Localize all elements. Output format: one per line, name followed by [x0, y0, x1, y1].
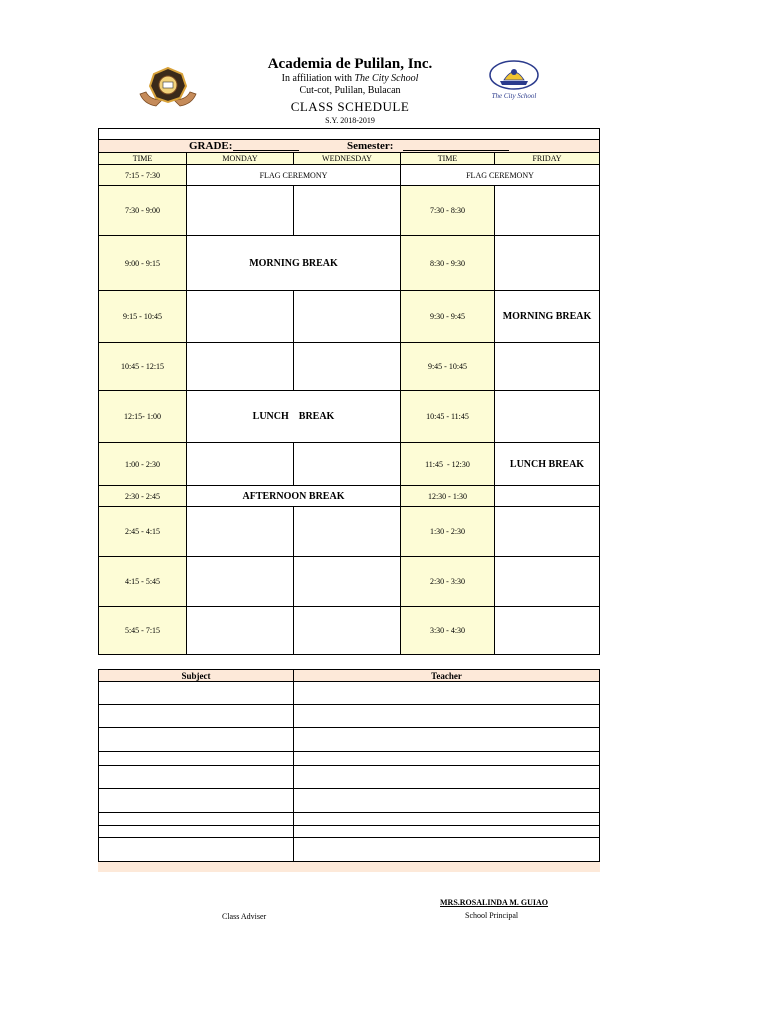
right-time-cell: 8:30 - 9:30 [401, 236, 495, 291]
monday-slot[interactable] [187, 186, 294, 236]
friday-slot[interactable] [495, 557, 599, 607]
left-time-cell: 7:30 - 9:00 [99, 186, 187, 236]
subject-cell[interactable] [99, 838, 294, 861]
wednesday-slot[interactable] [294, 507, 401, 557]
teacher-cell[interactable] [294, 789, 599, 813]
subject-cell[interactable] [99, 728, 294, 752]
left-time-cell: 7:15 - 7:30 [99, 165, 187, 186]
right-time-cell: 1:30 - 2:30 [401, 507, 495, 557]
semester-label: Semester: [347, 140, 394, 152]
subject-cell[interactable] [99, 813, 294, 826]
friday-slot[interactable] [495, 391, 599, 443]
right-time-cell: 7:30 - 8:30 [401, 186, 495, 236]
school-year: S.Y. 2018-2019 [325, 116, 375, 125]
academia-logo [136, 64, 200, 112]
wednesday-slot[interactable] [294, 557, 401, 607]
affiliation-prefix: In affiliation with [281, 73, 355, 84]
teacher-cell[interactable] [294, 705, 599, 728]
teacher-cell[interactable] [294, 766, 599, 789]
principal-label: School Principal [465, 911, 519, 920]
grade-label: GRADE: [189, 140, 233, 152]
fri-morning-break: MORNING BREAK [495, 291, 599, 343]
teacher-cell[interactable] [294, 813, 599, 826]
teacher-header: Teacher [294, 670, 599, 682]
school-name: Academia de Pulilan, Inc. [267, 56, 433, 72]
grade-semester-row [99, 139, 599, 153]
left-time-cell: 10:45 - 12:15 [99, 343, 187, 391]
wednesday-slot[interactable] [294, 607, 401, 654]
left-time-cell: 9:00 - 9:15 [99, 236, 187, 291]
principal-name: MRS.ROSALINDA M. GUIAO [440, 898, 549, 907]
right-time-cell: 12:30 - 1:30 [401, 486, 495, 507]
friday-slot[interactable] [495, 607, 599, 654]
left-time-cell: 1:00 - 2:30 [99, 443, 187, 486]
wednesday-slot[interactable] [294, 343, 401, 391]
fri-lunch-break: LUNCH BREAK [495, 443, 599, 486]
left-time-cell: 2:30 - 2:45 [99, 486, 187, 507]
subject-table-footer-band [98, 862, 600, 872]
right-time-cell: 2:30 - 3:30 [401, 557, 495, 607]
subject-header: Subject [99, 670, 294, 682]
col-header-time-right: TIME [401, 153, 495, 165]
teacher-cell[interactable] [294, 728, 599, 752]
wednesday-slot[interactable] [294, 186, 401, 236]
mw-lunch-break: LUNCH BREAK [187, 391, 401, 443]
monday-slot[interactable] [187, 443, 294, 486]
schedule-table [98, 128, 600, 655]
right-time-cell: 9:45 - 10:45 [401, 343, 495, 391]
wednesday-slot[interactable] [294, 443, 401, 486]
left-time-cell: 9:15 - 10:45 [99, 291, 187, 343]
friday-slot[interactable] [495, 236, 599, 291]
subject-teacher-table [98, 669, 600, 862]
mw-morning-break: MORNING BREAK [187, 236, 401, 291]
subject-cell[interactable] [99, 705, 294, 728]
right-time-cell: 10:45 - 11:45 [401, 391, 495, 443]
affiliation-school: The City School [354, 73, 419, 84]
col-header-monday: MONDAY [187, 153, 294, 165]
right-time-cell: 3:30 - 4:30 [401, 607, 495, 654]
left-time-cell: 12:15- 1:00 [99, 391, 187, 443]
left-time-cell: 5:45 - 7:15 [99, 607, 187, 654]
right-time-cell: 11:45 - 12:30 [401, 443, 495, 486]
left-time-cell: 4:15 - 5:45 [99, 557, 187, 607]
class-adviser-label: Class Adviser [222, 912, 267, 921]
fri-flag-ceremony: FLAG CEREMONY [401, 165, 599, 186]
left-time-cell: 2:45 - 4:15 [99, 507, 187, 557]
mw-flag-ceremony: FLAG CEREMONY [187, 165, 401, 186]
subject-cell[interactable] [99, 682, 294, 705]
col-header-time: TIME [99, 153, 187, 165]
monday-slot[interactable] [187, 557, 294, 607]
semester-blank[interactable] [403, 140, 509, 151]
subject-cell[interactable] [99, 766, 294, 789]
monday-slot[interactable] [187, 343, 294, 391]
teacher-cell[interactable] [294, 752, 599, 766]
affiliation-line [200, 73, 500, 84]
friday-slot[interactable] [495, 507, 599, 557]
friday-slot[interactable] [495, 186, 599, 236]
monday-slot[interactable] [187, 607, 294, 654]
mw-afternoon-break: AFTERNOON BREAK [187, 486, 401, 507]
right-time-cell: 9:30 - 9:45 [401, 291, 495, 343]
monday-slot[interactable] [187, 291, 294, 343]
friday-slot[interactable] [495, 343, 599, 391]
document-title: CLASS SCHEDULE [290, 99, 410, 114]
subject-cell[interactable] [99, 789, 294, 813]
subject-cell[interactable] [99, 826, 294, 838]
teacher-cell[interactable] [294, 682, 599, 705]
col-header-friday: FRIDAY [495, 153, 599, 165]
col-header-wednesday: WEDNESDAY [294, 153, 401, 165]
friday-slot[interactable] [495, 486, 599, 507]
teacher-cell[interactable] [294, 826, 599, 838]
subject-cell[interactable] [99, 752, 294, 766]
wednesday-slot[interactable] [294, 291, 401, 343]
teacher-cell[interactable] [294, 838, 599, 861]
city-school-logo-caption: The City School [491, 92, 537, 100]
monday-slot[interactable] [187, 507, 294, 557]
school-address: Cut-cot, Pulilan, Bulacan [299, 85, 401, 96]
grade-blank[interactable] [233, 140, 299, 151]
